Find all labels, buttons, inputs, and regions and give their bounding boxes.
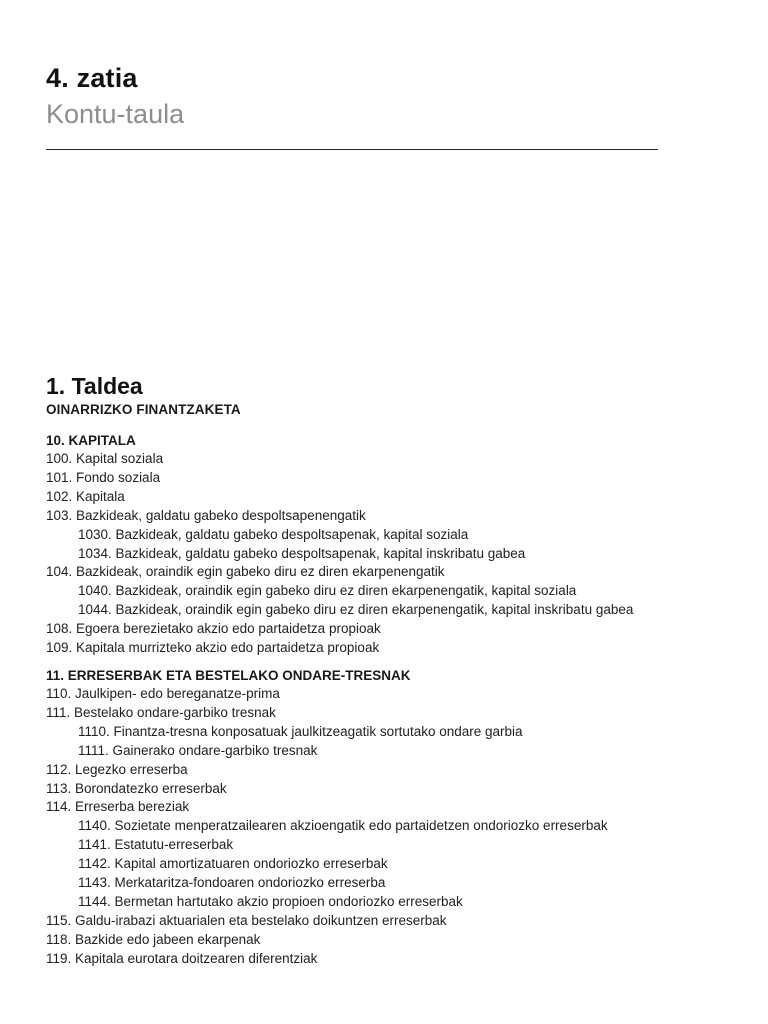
subaccount-entry: 1040. Bazkideak, oraindik egin gabeko diru ez diren ekarpenengatik, kapital soziala [78, 583, 577, 599]
subaccount-entry: 1141. Estatutu-erreserbak [78, 837, 234, 853]
account-entry: 118. Bazkide edo jabeen ekarpenak [46, 931, 261, 947]
section-heading: 11. ERRESERBAK ETA BESTELAKO ONDARE-TRESNAK [46, 667, 411, 683]
account-entry: 103. Bazkideak, galdatu gabeko despoltsapenengatik [46, 507, 366, 523]
account-section [46, 432, 726, 658]
account-entry: 119. Kapitala eurotara doitzearen diferentziak [46, 950, 318, 966]
account-entry: 100. Kapital soziala [46, 451, 164, 466]
account-entry: 102. Kapitala [46, 488, 125, 504]
account-entry: 110. Jaulkipen- edo bereganatze-prima [46, 685, 280, 701]
subaccount-entry: 1110. Finantza-tresna konposatuak jaulkitzeagatik sortutako ondare garbia [78, 723, 523, 739]
part-title: Kontu-taula [46, 99, 185, 129]
account-entry: 104. Bazkideak, oraindik egin gabeko diru ez diren ekarpenengatik [46, 564, 445, 580]
part-number: 4. zatia [46, 63, 138, 93]
group-title: 1. Taldea [46, 373, 143, 399]
subaccount-entry: 1044. Bazkideak, oraindik egin gabeko diru ez diren ekarpenengatik, kapital inskribatu gabea [78, 602, 634, 618]
account-entry: 112. Legezko erreserba [46, 761, 188, 777]
subaccount-entry: 1144. Bermetan hartutako akzio propioen ondoriozko erreserbak [78, 893, 463, 909]
account-entry: 113. Borondatezko erreserbak [46, 780, 227, 796]
subaccount-entry: 1111. Gainerako ondare-garbiko tresnak [78, 742, 318, 758]
subaccount-entry: 1034. Bazkideak, galdatu gabeko despoltsapenak, kapital inskribatu gabea [78, 545, 526, 561]
subaccount-entry: 1030. Bazkideak, galdatu gabeko despoltsapenak, kapital soziala [78, 526, 469, 542]
account-entry: 114. Erreserba bereziak [46, 799, 190, 815]
subaccount-entry: 1142. Kapital amortizatuaren ondoriozko erreserbak [78, 856, 388, 872]
account-entry: 108. Egoera berezietako akzio edo partaidetza propioak [46, 621, 381, 637]
group-subtitle: OINARRIZKO FINANTZAKETA [46, 402, 241, 417]
section-heading: 10. KAPITALA [46, 433, 136, 448]
account-group [46, 372, 726, 969]
account-sections [46, 432, 726, 969]
subaccount-entry: 1143. Merkataritza-fondoaren ondoriozko erreserba [78, 875, 386, 891]
account-entry: 111. Bestelako ondare-garbiko tresnak [46, 704, 276, 720]
account-entry: 109. Kapitala murrizteko akzio edo partaidetza propioak [46, 640, 380, 656]
page-header [46, 62, 660, 130]
subaccount-entry: 1140. Sozietate menperatzailearen akzioengatik edo partaidetzen ondoriozko erreserbak [78, 818, 608, 834]
header-divider [46, 149, 658, 150]
account-entry: 115. Galdu-irabazi aktuarialen eta bestelako doikuntzen erreserbak [46, 912, 447, 928]
account-section [46, 667, 726, 969]
account-entry: 101. Fondo soziala [46, 469, 161, 485]
